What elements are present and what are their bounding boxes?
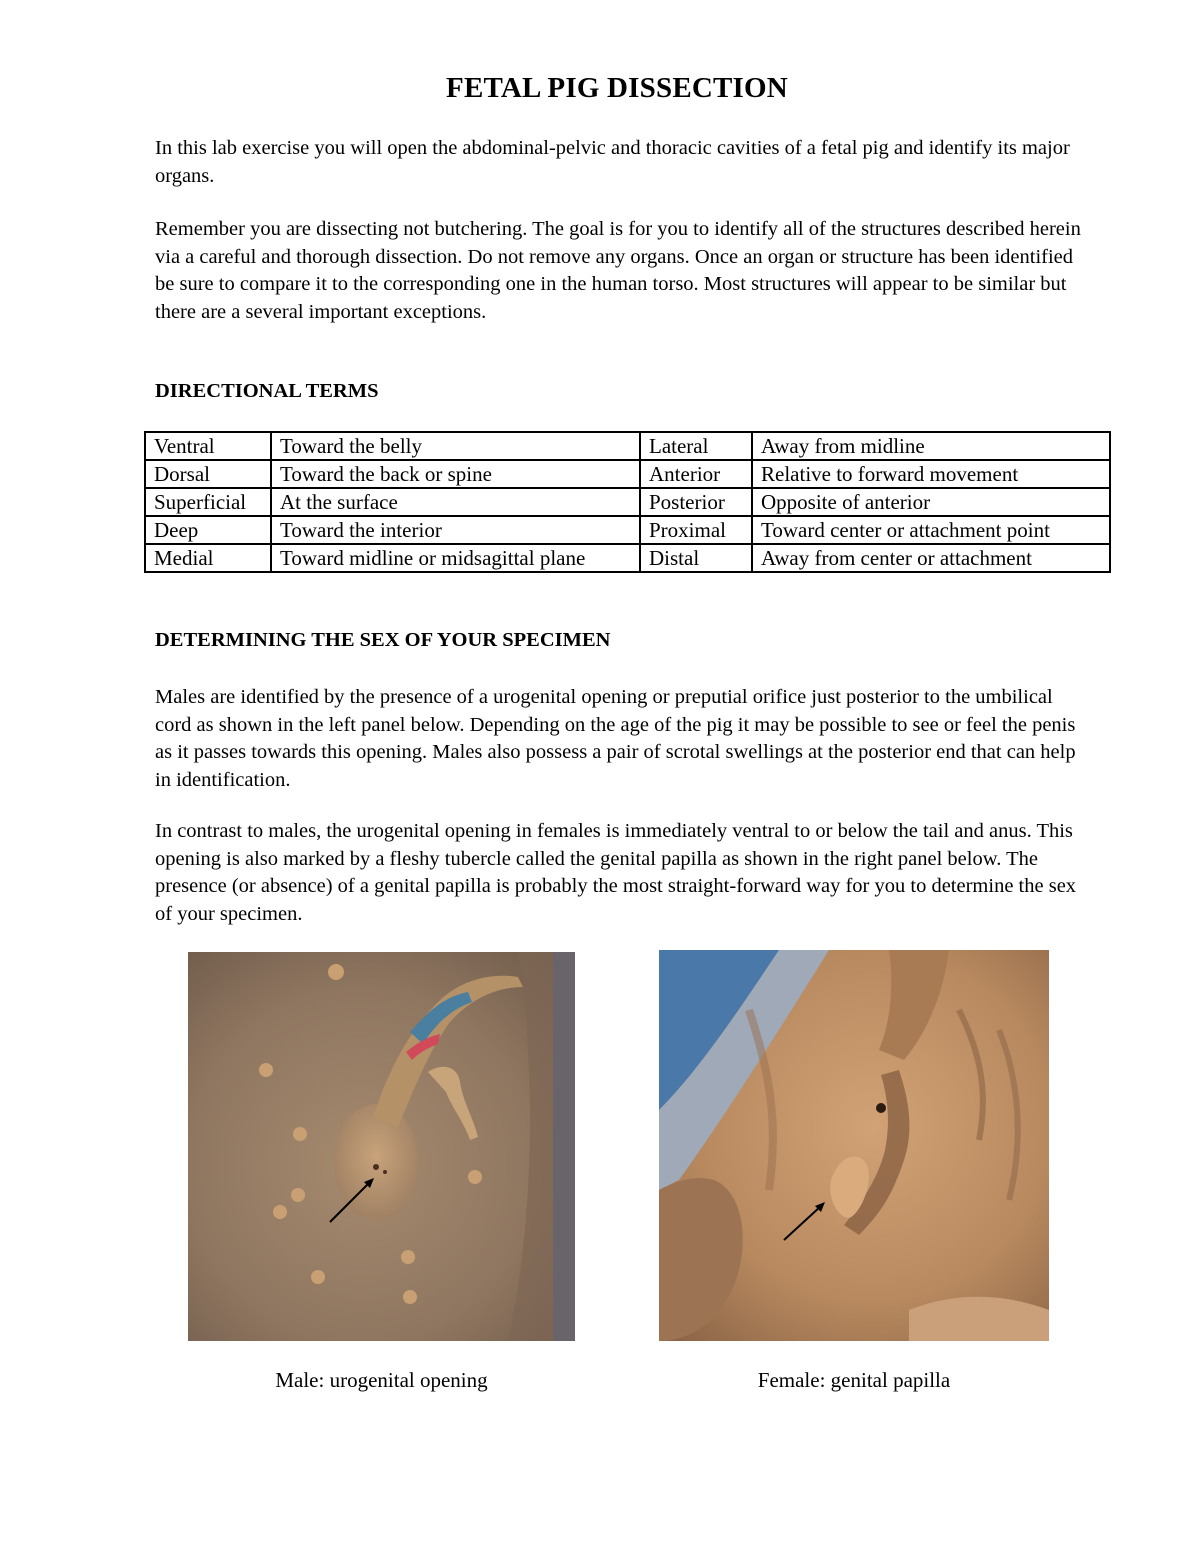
- reminder-paragraph: Remember you are dissecting not butchering. The goal is for you to identify all of the structures described herein via a careful and thorough dissection. Do not remove any organs. Once an organ or structure has been identified be sure to compare it to the corresponding one in the human torso. Most structures will appear to be similar but there are a several important exceptions.: [155, 218, 1081, 323]
- directional-terms-table: [144, 431, 1111, 573]
- terms-row: [145, 432, 1110, 460]
- directional-terms-heading: DIRECTIONAL TERMS: [155, 380, 379, 402]
- female-identification-paragraph: In contrast to males, the urogenital opening in females is immediately ventral to or below the tail and anus. This opening is also marked by a fleshy tubercle called the genital papilla as shown in the right panel below. The presence (or absence) of a genital papilla is probably the most straight-forward way for you to determine the sex of your specimen.: [155, 820, 1077, 925]
- term-cell: Posterior: [640, 488, 752, 516]
- definition-cell: Toward the back or spine: [271, 460, 640, 488]
- definition-cell: Opposite of anterior: [752, 488, 1110, 516]
- term-cell: Ventral: [145, 432, 271, 460]
- definition-cell: Toward midline or midsagittal plane: [271, 544, 640, 572]
- definition-cell: Toward center or attachment point: [752, 516, 1110, 544]
- term-cell: Deep: [145, 516, 271, 544]
- male-identification-paragraph: Males are identified by the presence of a urogenital opening or preputial orifice just posterior to the umbilical cord as shown in the left panel below. Depending on the age of the pig it may be possible to see or feel the penis as it passes towards this opening. Males also possess a pair of scrotal swellings at the posterior end that can help in identification.: [155, 686, 1076, 791]
- page-title: FETAL PIG DISSECTION: [446, 72, 788, 104]
- definition-cell: Away from midline: [752, 432, 1110, 460]
- term-cell: Distal: [640, 544, 752, 572]
- terms-row: [145, 516, 1110, 544]
- sex-determination-heading: DETERMINING THE SEX OF YOUR SPECIMEN: [155, 629, 611, 651]
- definition-cell: At the surface: [271, 488, 640, 516]
- term-cell: Superficial: [145, 488, 271, 516]
- female-photo-caption: Female: genital papilla: [757, 1368, 951, 1392]
- male-photo-caption: Male: urogenital opening: [275, 1368, 488, 1392]
- definition-cell: Away from center or attachment: [752, 544, 1110, 572]
- female-specimen-photo: [659, 950, 1049, 1341]
- term-cell: Medial: [145, 544, 271, 572]
- definition-cell: Relative to forward movement: [752, 460, 1110, 488]
- male-specimen-photo: [188, 952, 575, 1341]
- term-cell: Lateral: [640, 432, 752, 460]
- intro-paragraph: In this lab exercise you will open the abdominal-pelvic and thoracic cavities of a fetal pig and identify its major organs.: [155, 137, 1070, 187]
- definition-cell: Toward the interior: [271, 516, 640, 544]
- term-cell: Dorsal: [145, 460, 271, 488]
- term-cell: Anterior: [640, 460, 752, 488]
- definition-cell: Toward the belly: [271, 432, 640, 460]
- terms-row: [145, 488, 1110, 516]
- terms-row: [145, 460, 1110, 488]
- terms-row: [145, 544, 1110, 572]
- term-cell: Proximal: [640, 516, 752, 544]
